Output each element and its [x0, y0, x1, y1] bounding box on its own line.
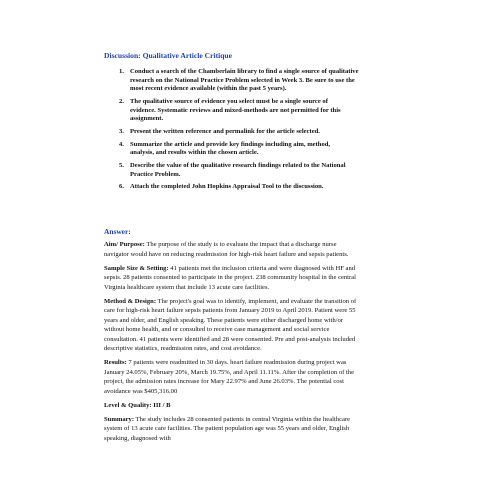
instruction-item — [119, 128, 389, 137]
answer-line: avoidance was $405,316.00 — [104, 387, 178, 395]
answer-line: without home health, and or consulted to receive case management and social service — [104, 326, 330, 334]
answer-line: years and older, and English speaking. These patients were either discharged home with/or — [104, 316, 343, 324]
answer-line: sepsis. 28 patients consented to participate in the project. 238 community hospital in the central — [104, 274, 356, 282]
answer-line: system of 13 acute care facilities. The patient population age was 55 years and older, English — [104, 425, 350, 433]
answer-line: navigator would have on reducing readmission for high-risk heart failure and sepsis patients. — [104, 250, 349, 258]
section-text: 7 patients were readmitted in 30 days. heart failure readmission during project was — [126, 359, 347, 367]
answer-body — [104, 240, 404, 448]
section-text: 41 patients met the inclusion criteria and were diagnosed with HF and — [168, 264, 356, 272]
instruction-item — [119, 141, 389, 158]
answer-line: speaking, diagnosed with — [104, 434, 171, 442]
instruction-line: Practice Problem. — [130, 170, 181, 178]
section-label: Summary: — [104, 415, 135, 423]
answer-line — [104, 415, 404, 425]
answer-section — [104, 358, 404, 396]
answer-line: Virginia healthcare system that include 13 acute care facilities. — [104, 283, 270, 291]
instruction-number: 3. — [119, 127, 124, 135]
instruction-line: Summarize the article and provide key findings including aim, method, — [130, 140, 331, 148]
section-text: The purpose of the study is to evaluate the impact that a discharge nurse — [144, 241, 337, 248]
instruction-line: evidence. Systematic reviews and mixed-methods are not permitted for this — [130, 106, 341, 114]
instruction-number: 4. — [119, 140, 124, 148]
answer-line — [104, 358, 404, 368]
instruction-line: Describe the value of the qualitative research findings related to the National — [130, 162, 346, 170]
section-label: Aim/ Purpose: — [104, 241, 145, 248]
instruction-item — [119, 183, 389, 192]
answer-line: consultation. 41 patients were identified and 28 were consented. Pre and post-analysis included — [104, 335, 356, 343]
answer-line — [104, 401, 404, 411]
section-label: Results: — [104, 359, 127, 367]
instruction-line: The qualitative source of evidence you select must be a single source of — [130, 97, 328, 105]
instruction-line: most recent evidence available (within the past 5 years). — [130, 85, 287, 93]
answer-line — [104, 264, 404, 274]
instruction-number: 2. — [119, 97, 124, 105]
instruction-number: 5. — [119, 162, 124, 170]
instruction-line: analysis, and results within the chosen article. — [130, 149, 259, 157]
section-label: Method & Design: — [104, 297, 157, 305]
answer-section — [104, 297, 404, 354]
instruction-item — [119, 98, 389, 124]
answer-line — [104, 297, 404, 307]
answer-heading: Answer: — [104, 227, 131, 236]
section-label: Level & Quality: III / B — [104, 401, 171, 409]
instruction-number: 6. — [119, 183, 124, 191]
section-label: Sample Size & Setting: — [104, 264, 169, 272]
answer-section — [104, 240, 404, 259]
answer-line: project, the admission rates increase for Mary 22.97% and June 26.03%. The potential cost — [104, 378, 344, 386]
instruction-line: Present the written reference and permalink for the article selected. — [130, 127, 320, 135]
answer-section — [104, 415, 404, 444]
answer-line: descriptive statistics, readmission rates, and cost avoidance. — [104, 345, 262, 353]
answer-line: care for high-risk heart failure sepsis patients from January 2019 to April 2019. Patient were 55 — [104, 307, 356, 315]
section-text: The project's goal was to identify, implement, and evaluate the transition of — [156, 297, 357, 305]
section-text: The study includes 28 consented patients in central Virginia within the healthcare — [134, 415, 351, 423]
instruction-line: Attach the completed John Hopkins Appraisal Tool to the discussion. — [130, 183, 324, 191]
answer-section — [104, 401, 404, 411]
instruction-item — [119, 68, 389, 94]
answer-line: January 24.05%, February 20%, March 19.75%, and April 11.11%. After the completion of the — [104, 368, 355, 376]
answer-line — [104, 240, 404, 250]
instruction-item — [119, 162, 389, 179]
instruction-number: 1. — [119, 68, 124, 75]
instruction-line: Conduct a search of the Chamberlain library to find a single source of qualitative — [130, 68, 359, 75]
answer-section — [104, 264, 404, 293]
instruction-line: research on the National Practice Problem selected in Week 3. Be sure to use the — [130, 76, 355, 84]
instruction-list — [119, 68, 389, 196]
instruction-line: assignment. — [130, 115, 164, 123]
discussion-title: Discussion: Qualitative Article Critique — [104, 51, 233, 60]
